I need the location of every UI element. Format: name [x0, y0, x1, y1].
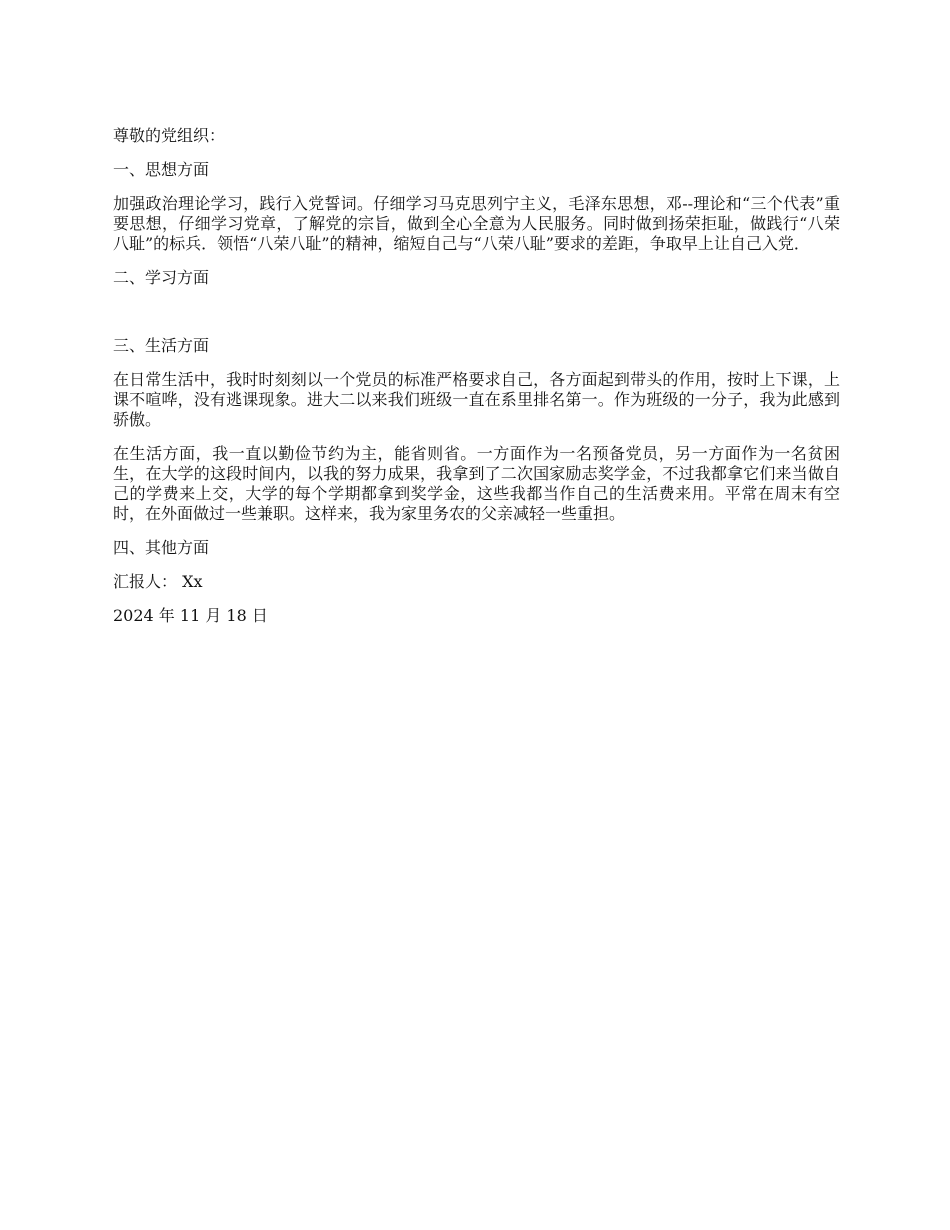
section-heading-other: 四、其他方面 [113, 538, 210, 557]
section-heading-life: 三、生活方面 [113, 336, 210, 355]
section-heading-thought: 一、思想方面 [113, 160, 210, 179]
paragraph-life-daily: 在日常生活中，我时时刻刻以一个党员的标准严格要求自己，各方面起到带头的作用，按时上下课，上课不喧哗，没有逃课现象。进大二以来我们班级一直在系里排名第一。作为班级的一分子，我为此感到骄傲。 [113, 370, 840, 429]
salutation: 尊敬的党组织： [113, 126, 226, 145]
date-line: 2024 年 11 月 18 日 [113, 606, 268, 625]
reporter-line: 汇报人： Xx [113, 572, 203, 591]
document-page [113, 126, 840, 640]
section-heading-study: 二、学习方面 [113, 268, 210, 287]
paragraph-life-frugal: 在生活方面，我一直以勤俭节约为主，能省则省。一方面作为一名预备党员，另一方面作为一名贫困生，在大学的这段时间内，以我的努力成果，我拿到了二次国家励志奖学金，不过我都拿它们来当做自己的学费来上交，大学的每个学期都拿到奖学金，这些我都当作自己的生活费来用。平常在周末有空时，在外面做过一些兼职。这样来，我为家里务农的父亲减轻一些重担。 [113, 444, 840, 523]
paragraph-thought: 加强政治理论学习，践行入党誓词。仔细学习马克思列宁主义，毛泽东思想，邓--理论和“三个代表”重要思想，仔细学习党章，了解党的宗旨，做到全心全意为人民服务。同时做到扬荣拒耻，做践行“八荣八耻”的标兵．领悟“八荣八耻”的精神，缩短自己与“八荣八耻”要求的差距，争取早上让自己入党． [113, 194, 840, 253]
blank-space [113, 302, 840, 336]
